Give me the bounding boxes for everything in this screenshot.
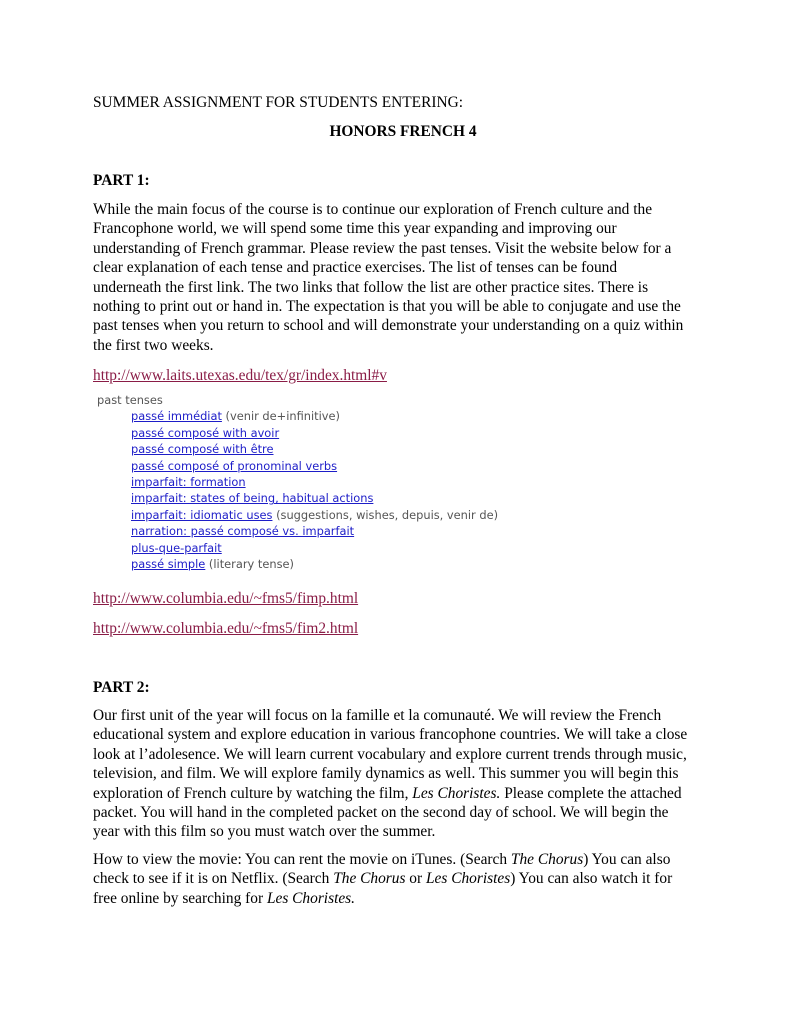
part2-line: packet. You will hand in the completed packet on the second day of school. We will begin the <box>93 804 669 822</box>
part2-line: year with this film so you must watch over the summer. <box>93 823 436 841</box>
tense-note: (venir de+infinitive) <box>221 409 340 424</box>
tense-link[interactable]: plus-que-parfait <box>131 540 222 555</box>
tense-note: (literary tense) <box>205 557 294 572</box>
text-span: or <box>405 870 426 888</box>
text-span: exploration of French culture by watching the film, <box>93 784 413 802</box>
part2-line: educational system and explore education in various francophone countries. We will take a close <box>93 726 688 744</box>
part2-line: Our first unit of the year will focus on la famille et la comunauté. We will review the French <box>93 707 662 724</box>
columbia-fimp-link[interactable]: http://www.columbia.edu/~fms5/fimp.html <box>93 590 359 607</box>
film-title: The Chorus <box>510 851 584 868</box>
tense-link[interactable]: passé simple <box>131 557 206 572</box>
part1-line: past tenses when you return to school and will demonstrate your understanding on a quiz within <box>93 317 684 335</box>
list-item <box>131 441 498 457</box>
part1-line: clear explanation of each tense and practice exercises. The list of tenses can be found <box>93 259 618 277</box>
part2-line <box>93 784 713 803</box>
tense-link[interactable]: imparfait: formation <box>131 475 246 490</box>
past-tenses-header: past tenses <box>97 393 163 407</box>
part2-paragraph-unit <box>93 706 713 842</box>
text-span: Please complete the attached <box>500 784 682 802</box>
tense-link[interactable]: passé composé with avoir <box>131 425 280 440</box>
list-item <box>131 556 498 572</box>
part2-line <box>93 889 713 908</box>
text-span: How to view the movie: You can rent the movie on iTunes. (Search <box>93 851 511 868</box>
list-item <box>131 507 498 523</box>
tense-link[interactable]: passé immédiat <box>131 409 222 424</box>
part2-line <box>93 850 713 869</box>
list-item <box>131 523 498 539</box>
part2-paragraph-viewing <box>93 850 713 908</box>
part2-line: television, and film. We will explore family dynamics as well. This summer you will begin this <box>93 765 679 783</box>
tense-link[interactable]: passé composé with être <box>131 442 274 457</box>
laits-utexas-link[interactable]: http://www.laits.utexas.edu/tex/gr/index.html#v <box>93 367 387 384</box>
part1-paragraph <box>93 200 713 355</box>
past-tenses-list <box>93 392 498 572</box>
list-item <box>131 540 498 556</box>
list-item <box>131 474 498 490</box>
part1-line: understanding of French grammar. Please review the past tenses. Visit the website below for a <box>93 239 672 257</box>
film-title: Les Choristes <box>425 870 511 888</box>
tense-note: (suggestions, wishes, depuis, venir de) <box>272 507 499 522</box>
part1-line: underneath the first link. The two links that follow the list are other practice sites. There is <box>93 278 649 296</box>
list-item <box>131 490 498 506</box>
film-title: The Chorus <box>333 870 406 888</box>
film-title: Les Choristes. <box>412 784 501 802</box>
tense-link[interactable]: imparfait: idiomatic uses <box>131 507 273 522</box>
tense-link[interactable]: narration: passé composé vs. imparfait <box>131 524 355 539</box>
course-title: HONORS FRENCH 4 <box>329 123 477 140</box>
part2-line <box>93 869 713 888</box>
list-item <box>131 408 498 424</box>
part2-line: look at l’adolesence. We will learn current vocabulary and explore current trends through music, <box>93 745 687 763</box>
assignment-heading: SUMMER ASSIGNMENT FOR STUDENTS ENTERING: <box>93 94 463 111</box>
film-title: Les Choristes. <box>266 889 356 907</box>
part1-line: the first two weeks. <box>93 336 214 354</box>
list-item <box>131 425 498 441</box>
part1-line: While the main focus of the course is to continue our exploration of French culture and the <box>93 201 653 218</box>
list-item <box>131 458 498 474</box>
tense-link[interactable]: passé composé of pronominal verbs <box>131 458 338 473</box>
tense-link[interactable]: imparfait: states of being, habitual actions <box>131 491 374 506</box>
part1-title: PART 1: <box>93 172 150 189</box>
columbia-fim2-link[interactable]: http://www.columbia.edu/~fms5/fim2.html <box>93 620 359 637</box>
text-span: ) You can also <box>583 851 671 868</box>
text-span: ) You can also watch it for <box>510 870 673 888</box>
text-span: check to see if it is on Netflix. (Search <box>93 870 334 888</box>
part2-title: PART 2: <box>93 679 150 696</box>
part1-line: nothing to print out or hand in. The expectation is that you will be able to conjugate and use the <box>93 298 681 316</box>
part1-line: Francophone world, we will spend some time this year expanding and improving our <box>93 220 617 238</box>
text-span: free online by searching for <box>93 889 267 907</box>
